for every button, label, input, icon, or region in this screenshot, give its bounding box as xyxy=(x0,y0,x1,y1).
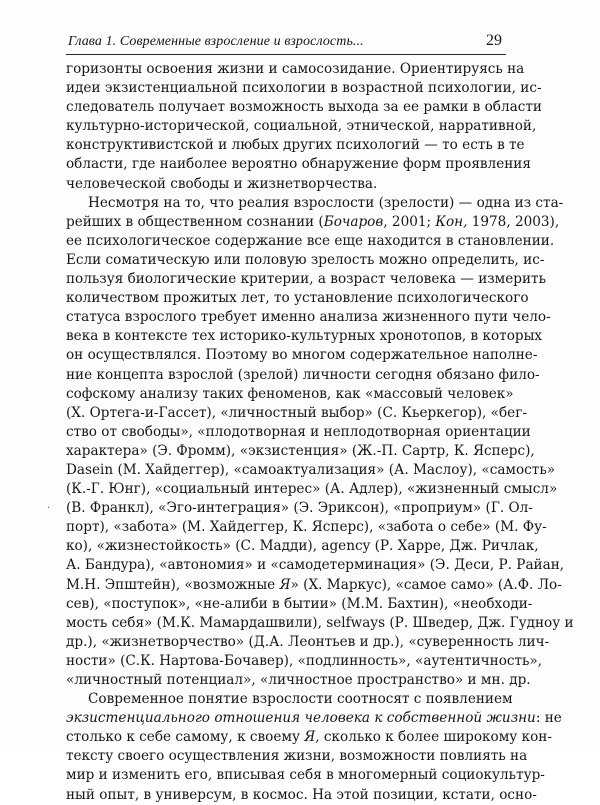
text-run: М.Н. Эпштейн), «возможные xyxy=(66,576,280,593)
text-run: конструктивистской и любых других психологий — то есть в те xyxy=(66,137,525,154)
text-run: софскому анализу таких феноменов, как «массовый человек» xyxy=(66,385,514,402)
text-run: тексту своего осуществления жизни, возможности повлиять на xyxy=(66,748,528,765)
running-header xyxy=(66,28,506,55)
text-run: , 2001; xyxy=(383,213,436,230)
text-line xyxy=(66,366,540,385)
text-run: рейших в общественном сознании ( xyxy=(66,213,324,230)
text-line xyxy=(66,60,525,79)
italic-text: Бочаров xyxy=(323,213,384,230)
text-line xyxy=(66,652,543,671)
scan-mark: · xyxy=(47,503,51,514)
text-line xyxy=(66,289,529,308)
paragraph xyxy=(66,194,574,690)
text-run: характера» (Э. Фромм), «экзистенция» (Ж.-П. Сартр, К. Ясперс), xyxy=(66,442,535,459)
text-run: следователь получает возможность выхода за ее рамки в области xyxy=(66,99,542,116)
paragraph xyxy=(66,690,562,805)
text-line xyxy=(66,766,545,785)
text-run: он осуществлялся. Поэтому во многом содержательное наполне- xyxy=(66,347,538,364)
text-line xyxy=(66,194,564,213)
text-run: » (Х. Маркус), «самое само» (А.Ф. Ло- xyxy=(290,576,562,593)
text-line xyxy=(66,461,556,480)
text-run: сев), «поступок», «не-алиби в бытии» (М.М. Бахтин), «необходи- xyxy=(66,595,533,612)
text-run: ние концепта взрослой (зрелой) личности сегодня обязано фило- xyxy=(66,366,540,383)
text-line xyxy=(66,709,562,728)
text-run: ности» (С.К. Нартова-Бочавер), «подлинность», «аутентичность», xyxy=(66,652,543,669)
text-line xyxy=(66,595,533,614)
text-line xyxy=(66,385,514,404)
text-line xyxy=(66,117,537,136)
text-run: идеи экзистенциальной психологии в возрастной психологии, ис- xyxy=(66,80,542,97)
italic-text: Я xyxy=(304,729,316,746)
text-run: ство от свободы», «плодотворная и неплодотворная ориентации xyxy=(66,423,531,440)
page-number: 29 xyxy=(486,32,502,49)
text-line xyxy=(66,213,560,232)
text-run: культурно-исторической, социальной, этнической, нарративной, xyxy=(66,118,537,135)
text-run: ный опыт, в универсум, в космос. На этой позиции, кстати, осно- xyxy=(66,786,537,803)
italic-text: Я xyxy=(279,576,291,593)
text-line xyxy=(66,537,539,556)
text-line xyxy=(66,576,562,595)
text-run: горизонты освоения жизни и самосозидание. Ориентируясь на xyxy=(66,61,525,77)
text-run: века в контексте тех историко-культурных хронотопов, в которых xyxy=(66,328,543,345)
paragraph xyxy=(66,60,542,194)
text-line xyxy=(66,423,531,442)
text-line xyxy=(66,671,531,690)
text-run: столько к себе самому, к своему xyxy=(66,729,305,746)
text-line xyxy=(66,98,542,117)
text-line xyxy=(66,79,542,98)
text-line xyxy=(66,404,527,423)
text-line xyxy=(66,308,551,327)
text-line xyxy=(66,270,546,289)
text-line xyxy=(66,327,543,346)
text-run: порт), «забота» (М. Хайдеггер, К. Ясперс), «забота о себе» (М. Фу- xyxy=(66,519,547,536)
text-run: Если соматическую или половую зрелость можно определить, ис- xyxy=(66,251,545,268)
italic-text: Кон, xyxy=(435,213,468,230)
text-line xyxy=(66,747,528,766)
text-line xyxy=(66,786,537,805)
text-line xyxy=(66,518,547,537)
text-line xyxy=(66,175,506,194)
text-run: пользуя биологические критерии, а возраст человека — измерить xyxy=(66,271,546,288)
body-text xyxy=(66,60,574,805)
text-run: (К.-Г. Юнг), «социальный интерес» (А. Адлер), «жизненный смысл» xyxy=(66,481,558,498)
text-line xyxy=(66,556,565,575)
text-line xyxy=(66,690,513,709)
text-line xyxy=(66,136,525,155)
text-line xyxy=(66,614,574,633)
text-run: , сколько к более широкому кон- xyxy=(315,729,552,746)
text-run: др.), «жизнетворчество» (Д.А. Леонтьев и др.), «суверенность лич- xyxy=(66,633,550,650)
text-run: : не xyxy=(535,710,562,727)
chapter-title: Глава 1. Современные взросление и взрослость... xyxy=(68,34,364,49)
text-line xyxy=(66,155,531,174)
text-run: А. Бандура), «автономия» и «самодетерминация» (Э. Деси, Р. Райан, xyxy=(66,557,565,574)
text-line xyxy=(66,499,533,518)
text-line xyxy=(66,728,552,747)
text-run: мир и изменить его, вписывая себя в многомерный социокультур- xyxy=(66,767,545,784)
text-line xyxy=(66,442,535,461)
text-run: мость себя» (М.К. Мамардашвили), selfways (Р. Шведер, Дж. Гудноу и xyxy=(66,614,574,631)
text-line xyxy=(66,232,555,251)
text-run: ко), «жизнестойкость» (С. Мадди), agency (Р. Харре, Дж. Ричлак, xyxy=(66,538,539,555)
text-run: человеческой свободы и жизнетворчества. xyxy=(66,175,378,192)
text-run: Несмотря на то, что реалия взрослости (зрелости) — одна из ста- xyxy=(88,194,564,211)
text-run: статуса взрослого требует именно анализа жизненного пути чело- xyxy=(66,309,551,326)
text-run: Dasein (М. Хайдеггер), «самоактуализация» (А. Маслоу), «самость» xyxy=(66,461,556,478)
text-run: 1978, 2003), xyxy=(467,213,560,230)
text-run: количеством прожитых лет, то установление психологического xyxy=(66,290,529,307)
text-line xyxy=(66,633,550,652)
text-run: (В. Франкл), «Эго-интеграция» (Э. Эриксон), «проприум» (Г. Ол- xyxy=(66,500,533,517)
text-run: ее психологическое содержание все еще находится в становлении. xyxy=(66,232,555,249)
text-run: «личностный потенциал», «личностное пространство» и мн. др. xyxy=(66,672,531,688)
text-run: Современное понятие взрослости соотносят с появлением xyxy=(88,691,513,708)
text-run: (Х. Ортега-и-Гассет), «личностный выбор» (С. Кьеркегор), «бег- xyxy=(66,404,527,421)
text-run: области, где наиболее вероятно обнаружение форм проявления xyxy=(66,156,531,173)
text-line xyxy=(66,251,545,270)
text-line xyxy=(66,346,538,365)
italic-text: экзистенциального отношения человека к собственной жизни xyxy=(66,710,536,727)
text-line xyxy=(66,480,558,499)
